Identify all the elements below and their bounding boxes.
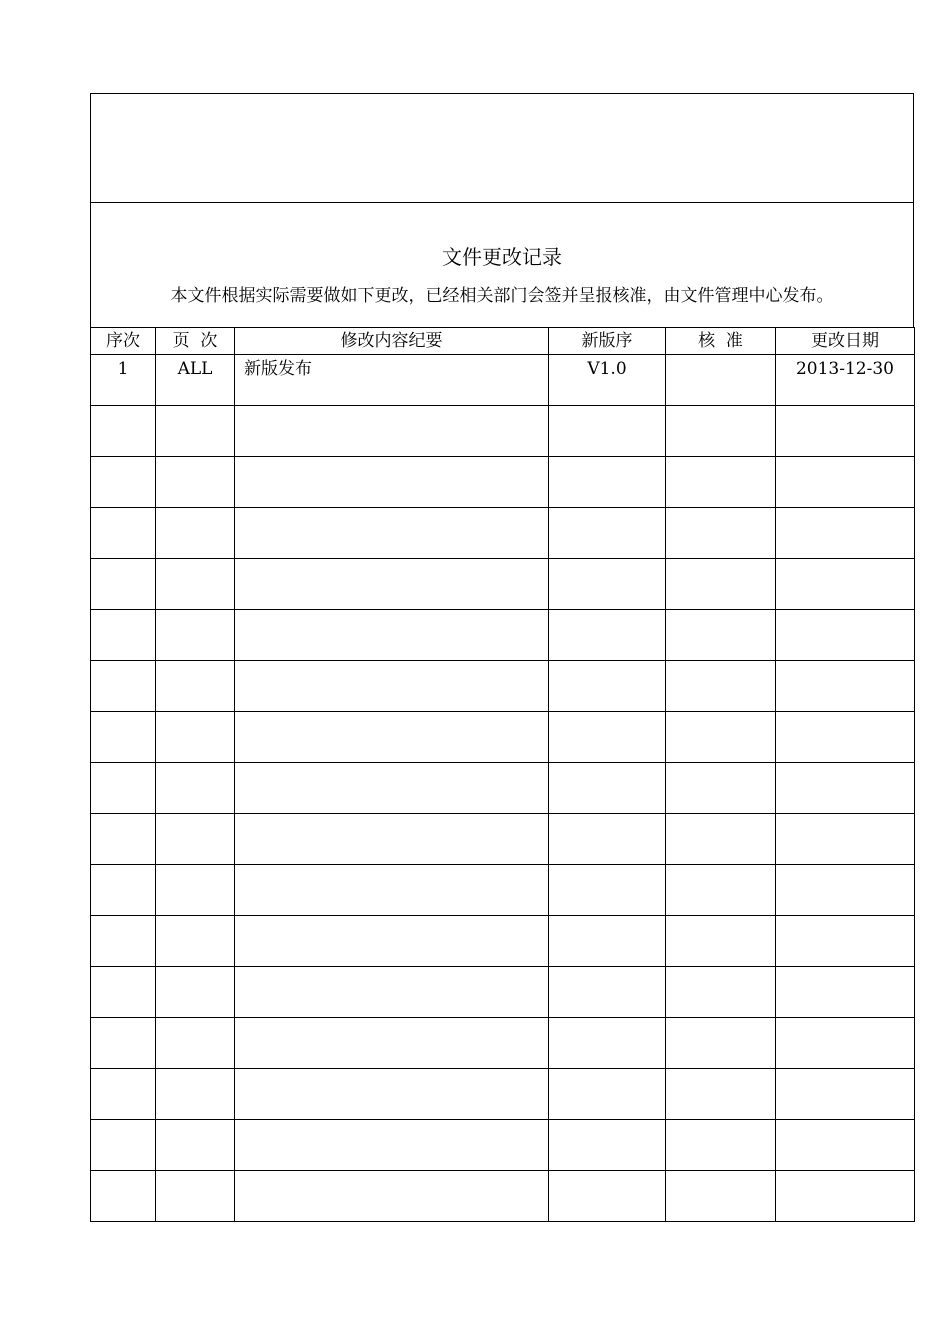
table-row [91,406,915,457]
cell-date [776,508,915,559]
cell-version [549,508,666,559]
cell-date-text [776,559,914,561]
cell-approval-text [666,457,775,459]
cell-version [549,559,666,610]
cell-version [549,814,666,865]
cell-date [776,1171,915,1222]
cell-approval-text [666,1171,775,1173]
cell-date [776,355,915,406]
cell-page [156,508,235,559]
cell-date [776,1120,915,1171]
cell-approval-text [666,610,775,612]
cell-approval [666,1069,776,1120]
cell-date-text [776,967,914,969]
cell-seq-text [91,1018,155,1020]
cell-summary [235,1120,549,1171]
cell-seq [91,610,156,661]
cell-date [776,406,915,457]
cell-approval-text [666,559,775,561]
cell-approval [666,1120,776,1171]
cell-summary-text [235,1069,548,1071]
cell-approval-text [666,1018,775,1020]
cell-page-text [156,916,234,918]
cell-summary-text [235,865,548,867]
cell-seq [91,1018,156,1069]
cell-page-text: ALL [177,359,213,379]
cell-version [549,763,666,814]
cell-page-text [156,406,234,408]
cell-summary [235,967,549,1018]
cell-version-text [549,967,665,969]
cell-seq [91,865,156,916]
cell-date-text [776,916,914,918]
cell-page-text [156,661,234,663]
cell-page [156,712,235,763]
cell-date [776,661,915,712]
cell-page-text [156,865,234,867]
cell-version [549,457,666,508]
cell-date-text [776,1120,914,1122]
header-date: 更改日期 [776,328,915,355]
cell-approval-text [666,865,775,867]
cell-seq-text [91,457,155,459]
change-record-table [90,327,915,1222]
cell-date [776,559,915,610]
table-row [91,1069,915,1120]
cell-version [549,712,666,763]
cell-seq [91,814,156,865]
cell-date-text [776,610,914,612]
cell-page [156,763,235,814]
cell-version-text [549,865,665,867]
table-row [91,559,915,610]
header-approval: 核 准 [666,328,776,355]
cell-date [776,712,915,763]
header-summary: 修改内容纪要 [235,328,549,355]
table-row [91,1171,915,1222]
cell-version-text [549,661,665,663]
cell-approval [666,661,776,712]
cell-seq-text [91,814,155,816]
page-title: 文件更改记录 [442,245,562,269]
cell-approval [666,457,776,508]
cell-summary-text [235,610,548,612]
cell-page-text [156,1018,234,1020]
cell-seq [91,763,156,814]
cell-date-text [776,1018,914,1020]
cell-approval-text [666,406,775,408]
cell-approval-text [666,967,775,969]
cell-seq-text [91,865,155,867]
header-seq: 序次 [91,328,156,355]
cell-seq [91,355,156,406]
cell-page-text [156,967,234,969]
cell-approval [666,814,776,865]
cell-seq [91,712,156,763]
cell-seq [91,1120,156,1171]
cell-approval-text [666,712,775,714]
cell-date-text [776,508,914,510]
cell-version-text [549,610,665,612]
cell-approval-text [666,763,775,765]
cell-date-text [776,1069,914,1071]
cell-version-text [549,1018,665,1020]
cell-approval [666,559,776,610]
cell-seq-text [91,406,155,408]
cell-seq-text [91,1120,155,1122]
cell-version [549,610,666,661]
cell-page-text [156,610,234,612]
cell-page-text [156,508,234,510]
cell-version-text [549,508,665,510]
cell-date-text: 2013-12-30 [795,359,894,379]
cell-page [156,457,235,508]
cell-approval [666,865,776,916]
cell-summary-text [235,763,548,765]
cell-date-text [776,406,914,408]
cell-page [156,559,235,610]
header-version: 新版序 [549,328,666,355]
cell-date-text [776,1171,914,1173]
cell-approval [666,610,776,661]
cell-page-text [156,1120,234,1122]
cell-date [776,457,915,508]
cell-summary [235,1018,549,1069]
cell-summary [235,457,549,508]
cell-version [549,1069,666,1120]
cell-approval [666,1018,776,1069]
cell-summary [235,355,549,406]
cell-summary-text [235,967,548,969]
cell-approval [666,406,776,457]
cell-seq [91,508,156,559]
cell-summary-text [235,916,548,918]
cell-page [156,967,235,1018]
table-row [91,1120,915,1171]
cell-page-text [156,763,234,765]
cell-summary-text [235,406,548,408]
cell-summary-text [235,457,548,459]
cell-seq-text [91,610,155,612]
table-row [91,712,915,763]
cell-seq [91,967,156,1018]
page-description: 本文件根据实际需要做如下更改，已经相关部门会签并呈报核准，由文件管理中心发布。 [170,286,834,306]
header-blank-box [90,93,914,203]
table-row [91,763,915,814]
cell-summary-text: 新版发布 [244,359,312,379]
cell-summary [235,610,549,661]
table-header-row [91,328,915,355]
table-row [91,865,915,916]
cell-approval-text [666,814,775,816]
cell-seq-text [91,1069,155,1071]
cell-date [776,610,915,661]
cell-version-text [549,559,665,561]
cell-date-text [776,814,914,816]
cell-date-text [776,661,914,663]
cell-seq [91,559,156,610]
table-row [91,814,915,865]
cell-version [549,661,666,712]
cell-page-text [156,814,234,816]
cell-summary-text [235,712,548,714]
table-row [91,610,915,661]
cell-approval-text [666,508,775,510]
cell-approval [666,1171,776,1222]
cell-summary [235,712,549,763]
cell-seq-text [91,661,155,663]
cell-version [549,355,666,406]
cell-seq-text [91,763,155,765]
cell-seq [91,916,156,967]
cell-seq-text [91,712,155,714]
cell-approval-text [666,916,775,918]
cell-version [549,865,666,916]
cell-page [156,355,235,406]
cell-page [156,1171,235,1222]
table-row [91,457,915,508]
cell-version-text [549,1120,665,1122]
table-row [91,967,915,1018]
cell-summary [235,865,549,916]
cell-approval-text [666,661,775,663]
cell-version-text [549,814,665,816]
cell-version-text [549,916,665,918]
cell-summary [235,763,549,814]
cell-page-text [156,559,234,561]
cell-summary [235,1069,549,1120]
cell-approval [666,967,776,1018]
cell-date [776,916,915,967]
cell-summary [235,508,549,559]
cell-version-text [549,1069,665,1071]
cell-summary [235,1171,549,1222]
cell-seq [91,661,156,712]
cell-summary-text [235,661,548,663]
cell-version [549,1120,666,1171]
cell-approval-text [666,1120,775,1122]
title-section [90,203,914,327]
cell-date [776,814,915,865]
cell-version [549,1171,666,1222]
cell-page [156,1069,235,1120]
cell-summary-text [235,508,548,510]
cell-date-text [776,865,914,867]
cell-page-text [156,1069,234,1071]
cell-page [156,610,235,661]
cell-seq [91,406,156,457]
cell-approval [666,508,776,559]
cell-summary-text [235,814,548,816]
cell-summary-text [235,1120,548,1122]
cell-seq-text [91,967,155,969]
cell-version-text [549,457,665,459]
cell-version-text [549,1171,665,1173]
cell-seq-text [91,1171,155,1173]
cell-seq [91,1171,156,1222]
header-page: 页 次 [156,328,235,355]
cell-version [549,916,666,967]
cell-summary [235,916,549,967]
cell-approval-text [666,1069,775,1071]
cell-summary-text [235,559,548,561]
cell-date [776,967,915,1018]
cell-seq-text [91,559,155,561]
cell-approval [666,763,776,814]
table-row [91,1018,915,1069]
cell-approval [666,355,776,406]
cell-version-text: V1.0 [587,359,627,379]
table-row [91,355,915,406]
cell-date [776,865,915,916]
cell-page-text [156,457,234,459]
cell-seq-text [91,916,155,918]
cell-summary-text [235,1171,548,1173]
cell-summary [235,559,549,610]
cell-page [156,1018,235,1069]
cell-page [156,916,235,967]
cell-date [776,763,915,814]
cell-seq-text: 1 [117,359,129,379]
cell-page [156,865,235,916]
cell-seq-text [91,508,155,510]
cell-summary [235,406,549,457]
cell-version-text [549,763,665,765]
cell-version-text [549,406,665,408]
cell-approval [666,916,776,967]
cell-seq [91,1069,156,1120]
cell-page-text [156,1171,234,1173]
cell-version [549,967,666,1018]
table-row [91,916,915,967]
cell-approval-text [666,355,775,357]
cell-version [549,1018,666,1069]
cell-page-text [156,712,234,714]
cell-date-text [776,763,914,765]
cell-date [776,1018,915,1069]
document-frame [90,93,914,1222]
cell-summary [235,814,549,865]
cell-page [156,406,235,457]
cell-summary-text [235,1018,548,1020]
cell-seq [91,457,156,508]
cell-page [156,814,235,865]
cell-page [156,1120,235,1171]
cell-approval [666,712,776,763]
cell-version [549,406,666,457]
cell-date-text [776,457,914,459]
cell-date-text [776,712,914,714]
cell-summary [235,661,549,712]
cell-date [776,1069,915,1120]
table-row [91,508,915,559]
table-row [91,661,915,712]
cell-version-text [549,712,665,714]
cell-page [156,661,235,712]
